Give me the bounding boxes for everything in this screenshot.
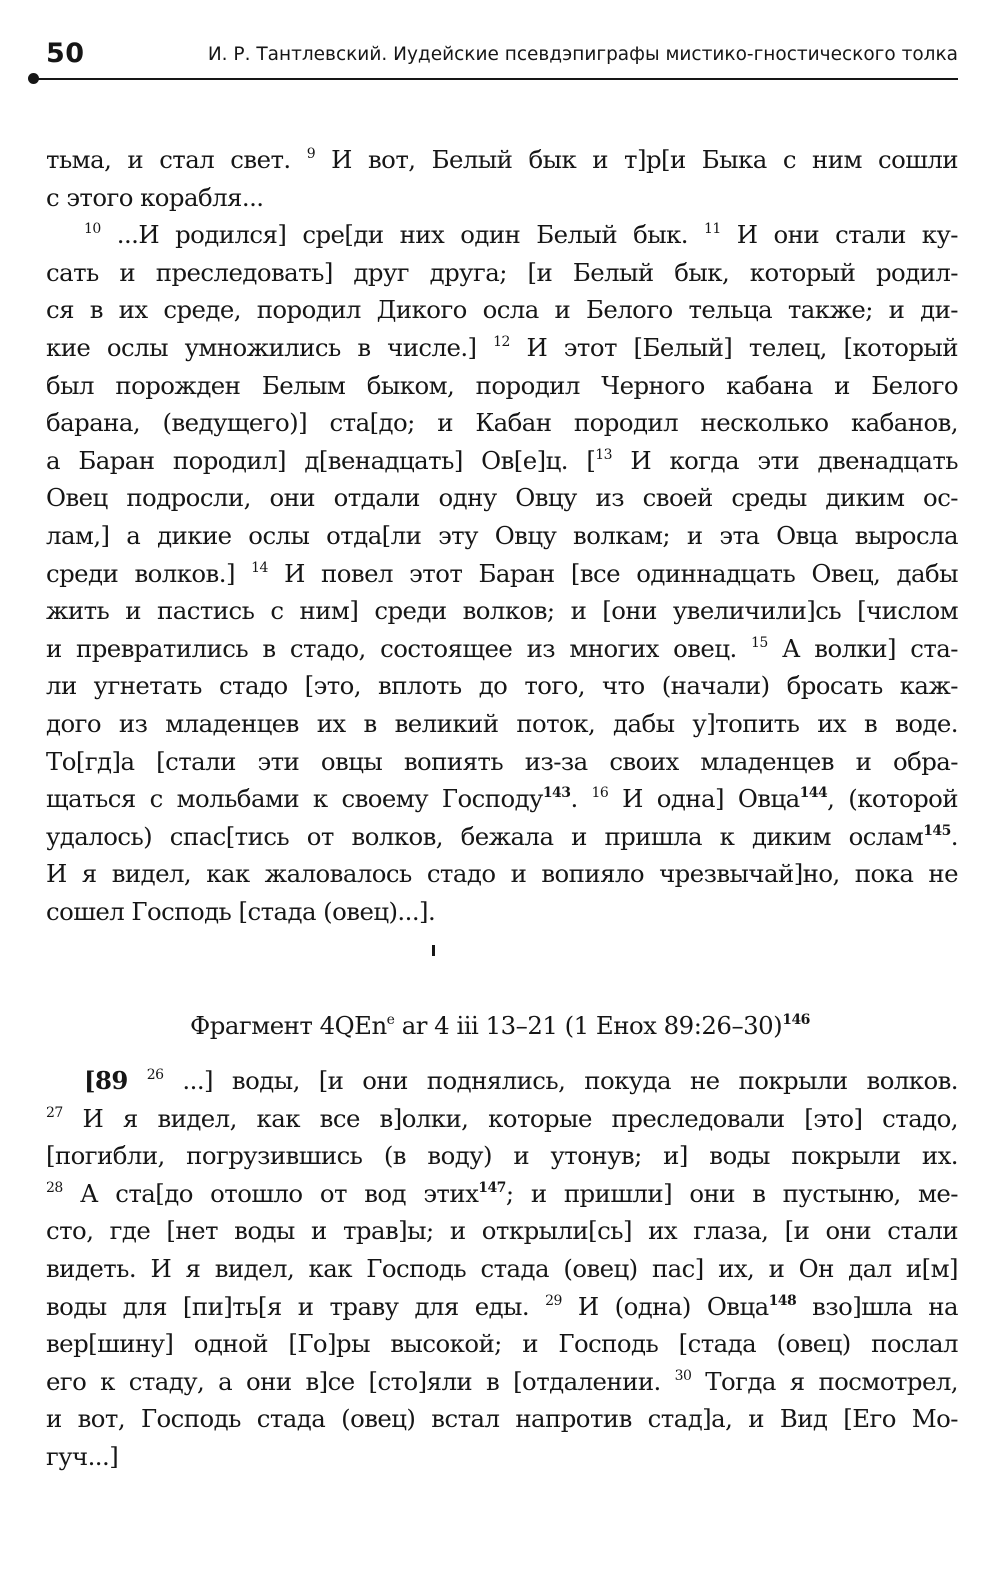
text-line: вер[шину] одной [Го]ры высокой; и Господь [стада (овец) послал: [46, 1329, 958, 1359]
text-line: сать и преследовать] друг друга; [и Белый бык, который родил-: [46, 257, 958, 287]
text-line: ся в их среде, породил Дикого осла и Белого тельца также; и ди-: [46, 295, 958, 325]
text-line: $^{27}$ И я видел, как все в]олки, которые преследовали [это] стадо,: [46, 1103, 958, 1133]
text-line: кие ослы умножились в числе.] $^{12}$ И этот [Белый] телец, [который: [46, 332, 958, 362]
text-line: Овец подросли, они отдали одну Овцу из своей среды диким ос-: [46, 483, 958, 513]
page-number: 50: [46, 38, 85, 69]
text-line: а Баран породил] д[венадцать] Ов[е]ц. [$^{13}$ И когда эти двенадцать: [46, 445, 959, 475]
running-title: И. Р. Тантлевский. Иудейские псевдэпиграфы мистико-гностического толка: [207, 44, 958, 65]
text-line: воды для [пи]ть[я и траву для еды. $^{29}$ И (одна) Овца$^{148}$ взо]шла на: [46, 1291, 958, 1321]
text-line: И я видел, как жаловалось стадо и вопияло чрезвычай]но, пока не: [46, 859, 958, 889]
text-line: [погибли, погрузившись (в воду) и утонув; и] воды покрыли их.: [46, 1141, 958, 1171]
text-line: ли угнетать стадо [это, вплоть до того, что (начали) бросать каж-: [46, 671, 958, 701]
footnote-ref: 147: [478, 1179, 506, 1196]
header-rule: [36, 78, 958, 80]
verse-number: 30: [674, 1367, 692, 1384]
text-line: сто, где [нет воды и трав]ы; и открыли[сь] их глаза, [и они стали: [46, 1216, 958, 1246]
text-line: гуч...]: [46, 1441, 119, 1471]
text-line: сошел Господь [стада (овец)...].: [46, 896, 436, 926]
text-line: и вот, Господь стада (овец) встал напротив стад]а, и Вид [Его Мо-: [46, 1404, 958, 1434]
text-line: удалось) спас[тись от волков, бежала и пришла к диким ослам$^{145}$.: [46, 821, 958, 851]
footnote-ref: 148: [768, 1292, 797, 1309]
verse-number: 10: [84, 221, 101, 238]
text-line: щаться с мольбами к своему Господу$^{143}$. $^{16}$ И одна] Овца$^{144}$, (которой: [46, 784, 959, 814]
text-line: с этого корабля...: [46, 182, 264, 212]
text-line: видеть. И я видел, как Господь стада (овец) пас] их, и Он дал и[м]: [46, 1253, 958, 1283]
text-line: барана, (ведущего)] ста[до; и Кабан породил несколько кабанов,: [46, 408, 958, 438]
verse-number: 28: [46, 1179, 63, 1196]
verse-number: 29: [545, 1292, 562, 1309]
verse-number: 27: [46, 1104, 63, 1121]
verse-number: 12: [493, 333, 510, 350]
footnote-ref: 146: [782, 1012, 810, 1028]
text-line: среди волков.] $^{14}$ И повел этот Баран [все одиннадцать Овец, дабы: [46, 558, 958, 588]
verse-number: 9: [306, 146, 316, 162]
text-line: [89 $^{26}$ ...] воды, [и они поднялись, покуда не покрыли волков.: [84, 1066, 958, 1095]
text-line: То[гд]а [стали эти овцы вопиять из-за своих младенцев и обра-: [46, 746, 958, 776]
text-line: дого из младенцев их в великий поток, дабы у]топить их в воде.: [46, 708, 958, 738]
verse-number: 16: [591, 785, 609, 802]
text-line: и превратились в стадо, состоящее из многих овец. $^{15}$ А волки] ста-: [46, 633, 958, 663]
footnote-ref: 143: [542, 785, 571, 802]
footnote-ref: 145: [923, 822, 951, 839]
verse-number: 11: [704, 221, 721, 238]
text-line: его к стаду, а они в]се [сто]яли в [отдалении. $^{30}$ Тогда я посмотрел,: [46, 1366, 958, 1396]
text-line: лам,] а дикие ослы отда[ли эту Овцу волкам; и эта Овца выросла: [46, 520, 958, 550]
page-header: [32, 38, 958, 74]
verse-number: 15: [750, 634, 768, 651]
text-line: $^{28}$ А ста[до отошло от вод этих$^{147}$; и пришли] они в пустыню, ме-: [46, 1178, 959, 1208]
text-line: жить и пастись с ним] среди волков; и [они увеличили]сь [числом: [46, 596, 958, 626]
section-divider-mark: [432, 945, 435, 956]
fragment-heading: Фрагмент 4QEn$^e$ ar 4 iii 13–21 (1 Енох 89:26–30)$^{146}$: [190, 1011, 810, 1040]
verse-number: 14: [251, 559, 268, 576]
text-line: $^{10}$ ...И родился] сре[ди них один Белый бык. $^{11}$ И они стали ку-: [84, 220, 958, 250]
footnote-ref: 144: [799, 785, 828, 802]
text-line: был порожден Белым быком, породил Черного кабана и Белого: [46, 370, 958, 400]
text-line: тьма, и стал свет. $^9$ И вот, Белый бык и т]р[и Быка с ним сошли: [46, 145, 958, 174]
fragment-text-block: [46, 1062, 958, 1476]
main-text-block: [46, 141, 958, 930]
verse-number: 13: [595, 446, 613, 463]
verse-number: 26: [146, 1067, 164, 1083]
